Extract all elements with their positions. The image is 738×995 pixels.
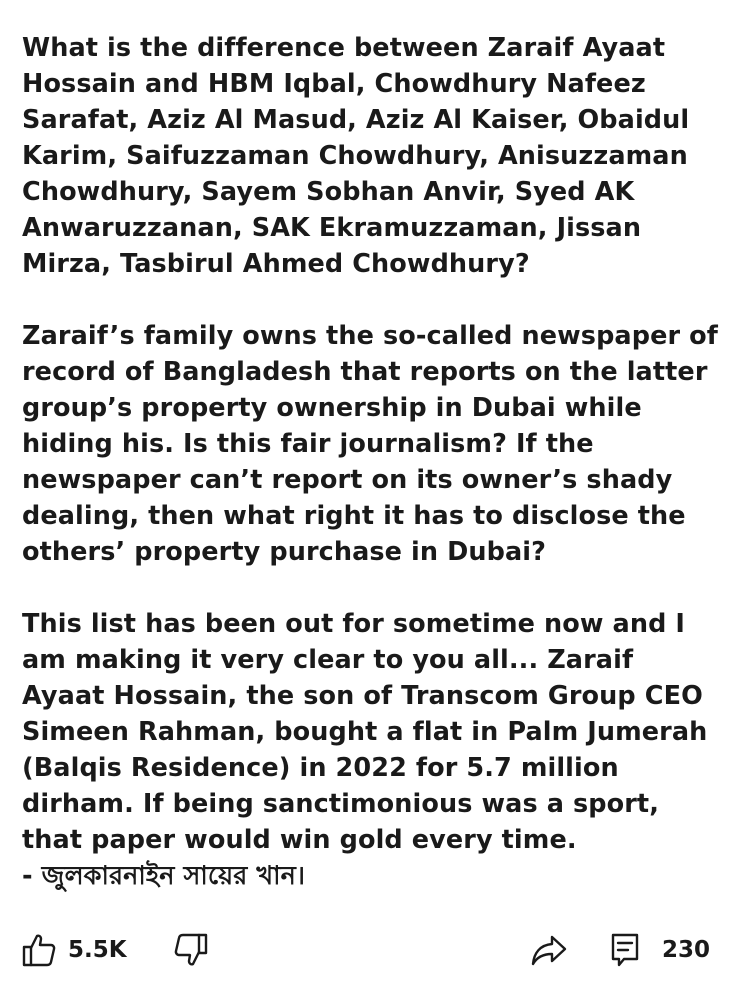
- post-paragraph-question: What is the difference between Zaraif Ayaat Hossain and HBM Iqbal, Chowdhury Nafeez Sarafat, Aziz Al Masud, Aziz Al Kaiser, Obaidul Karim, Saifuzzaman Chowdhury, Anisuzzaman Chowdhury, Sayem Sobhan Anvir, Syed AK Anwaruzzanan, SAK Ekramuzzaman, Jissan Mirza, Tasbirul Ahmed Chowdhury?: [22, 33, 690, 279]
- comment-icon: [610, 932, 640, 968]
- upvote-count: 5.5K: [68, 937, 127, 963]
- post-paragraph-statement: [22, 606, 722, 894]
- downvote-button[interactable]: [174, 928, 208, 972]
- post-signature: - জুলকারনাইন সায়ের খান।: [22, 861, 306, 891]
- post-body: [22, 30, 722, 894]
- comment-count: 230: [662, 937, 711, 963]
- share-button[interactable]: [530, 928, 568, 972]
- post-action-bar: [0, 928, 738, 972]
- share-arrow-icon: [530, 932, 568, 968]
- upvote-button[interactable]: [22, 928, 127, 972]
- post-paragraph-statement-text: This list has been out for sometime now and I am making it very clear to you all... Zaraif Ayaat Hossain, the son of Transcom Group CEO Simeen Rahman, bought a flat in Palm Jumerah (Balqis Residence) in 2022 for 5.7 million dirham. If being sanctimonious was a sport, that paper would win gold every time.: [22, 609, 708, 855]
- thumbs-up-icon: [22, 932, 56, 968]
- thumbs-down-icon: [174, 932, 208, 968]
- comments-button[interactable]: [610, 928, 710, 972]
- post-paragraph-argument: Zaraif’s family owns the so-called newspaper of record of Bangladesh that reports on the latter group’s property ownership in Dubai while hiding his. Is this fair journalism? If the newspaper can’t report on its owner’s shady dealing, then what right it has to disclose the others’ property purchase in Dubai?: [22, 321, 718, 567]
